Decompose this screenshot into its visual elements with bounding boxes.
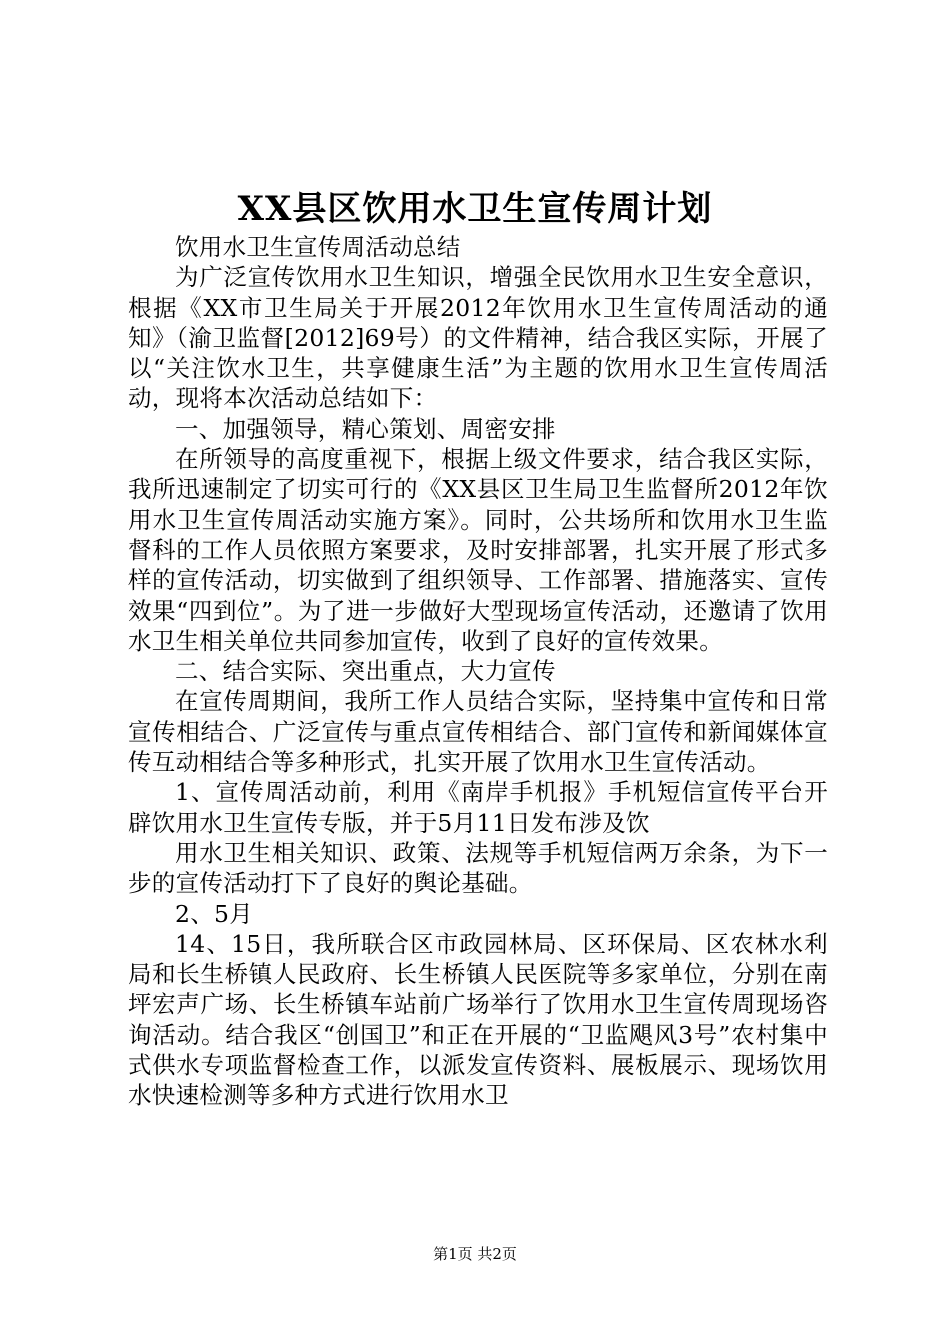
item-1-continued-paragraph: 用水卫生相关知识、政策、法规等手机短信两万余条，为下一步的宣传活动打下了良好的舆论基础。 (128, 838, 828, 898)
section-1-paragraph: 在所领导的高度重视下，根据上级文件要求，结合我区实际，我所迅速制定了切实可行的《XX县区卫生局卫生监督所2012年饮用水卫生宣传周活动实施方案》。同时，公共场所和饮用水卫生监督科的工作人员依照方案要求，及时安排部署，扎实开展了形式多样的宣传活动，切实做到了组织领导、工作部署、措施落实、宣传效果“四到位”。为了进一步做好大型现场宣传活动，还邀请了饮用水卫生相关单位共同参加宣传，收到了良好的宣传效果。 (128, 445, 828, 655)
section-heading-2: 二、结合实际、突出重点，大力宣传 (175, 657, 556, 686)
document-body (128, 232, 828, 1111)
item-2-paragraph: 2、5月 (175, 899, 254, 928)
section-2-paragraph: 在宣传周期间，我所工作人员结合实际，坚持集中宣传和日常宣传相结合、广泛宣传与重点宣传相结合、部门宣传和新闻媒体宣传互动相结合等多种形式，扎实开展了饮用水卫生宣传活动。 (128, 687, 828, 777)
page-number-footer: 第1页 共2页 (433, 1245, 517, 1263)
document-title: XX县区饮用水卫生宣传周计划 (237, 189, 713, 229)
item-2-continued-paragraph: 14、15日，我所联合区市政园林局、区环保局、区农林水利局和长生桥镇人民政府、长生桥镇人民医院等多家单位，分别在南坪宏声广场、长生桥镇车站前广场举行了饮用水卫生宣传周现场咨询活动。结合我区“创国卫”和正在开展的“卫监飓风3号”农村集中式供水专项监督检查工作，以派发宣传资料、展板展示、现场饮用水快速检测等多种方式进行饮用水卫 (128, 929, 828, 1110)
section-heading-1: 一、加强领导，精心策划、周密安排 (175, 414, 556, 443)
subtitle-paragraph: 饮用水卫生宣传周活动总结 (175, 233, 461, 261)
intro-paragraph: 为广泛宣传饮用水卫生知识，增强全民饮用水卫生安全意识，根据《XX市卫生局关于开展2012年饮用水卫生宣传周活动的通知》（渝卫监督[2012]69号）的文件精神，结合我区实际，开展了以“关注饮水卫生，共享健康生活”为主题的饮用水卫生宣传周活动，现将本次活动总结如下： (128, 263, 828, 413)
item-1-paragraph: 1、宣传周活动前，利用《南岸手机报》手机短信宣传平台开辟饮用水卫生宣传专版，并于5月11日发布涉及饮 (128, 778, 828, 837)
